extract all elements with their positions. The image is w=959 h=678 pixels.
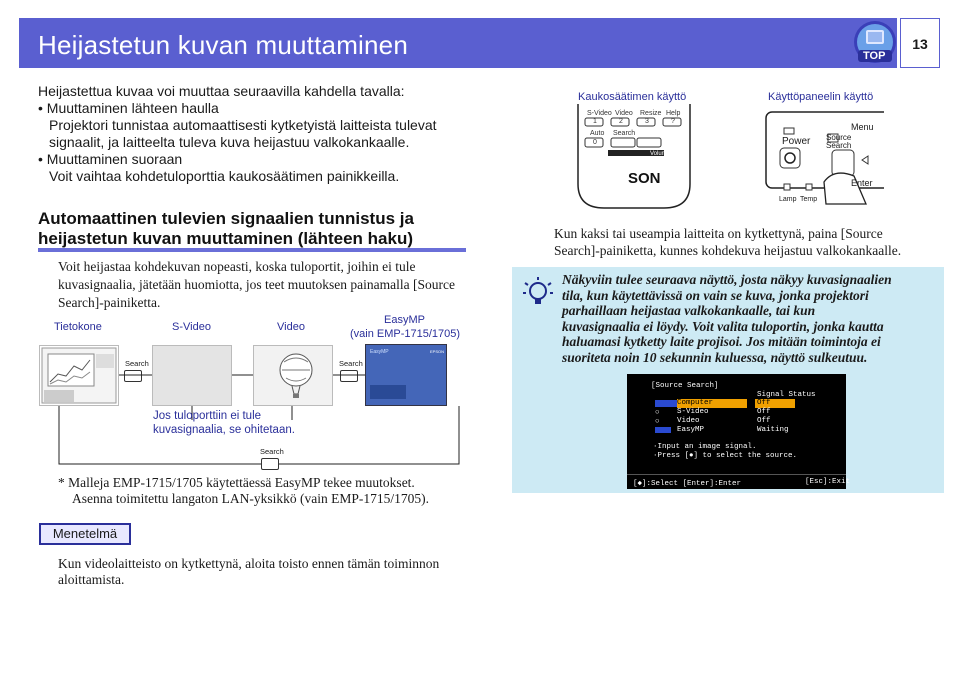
easymp-screen-title: EasyMP [370,349,389,355]
procedure-text-b: aloittamista. [58,572,125,587]
osd-row-status: Off [757,408,771,416]
osd-footer-exit: [Esc]:Exit [805,478,851,486]
tip-text [562,272,912,366]
easymp-screen-brand: EPSON [430,349,445,354]
skip-note-a: Jos tuloporttiin ei tule [153,410,262,422]
intro-bullet1-title: • Muuttaminen lähteen haulla [38,100,219,116]
top-button[interactable] [852,20,898,66]
remote-label-help: Help [666,110,681,117]
remote-caption: Kaukosäätimen käyttö [578,91,687,103]
video-icon: ○ [655,418,660,426]
remote-label-video: Video [615,110,633,117]
procedure-text-a: Kun videolaitteisto on kytkettynä, aloita toisto ennen tämän toiminnon [58,556,440,571]
page-title: Heijastetun kuvan muuttaminen [38,30,409,60]
remote-brand: SON [628,170,661,187]
lightbulb-icon [520,275,556,311]
osd-row-name[interactable]: Computer [677,399,714,407]
computer-icon [655,400,677,407]
remote-key-1[interactable]: 1 [593,118,597,125]
osd-hint1: ·Input an image signal. [653,443,757,451]
osd-col-header: Signal Status [757,391,816,399]
source-search-osd [627,374,851,489]
remote-label-search: Search [613,130,636,137]
tip-line: parhaillaan heijastaa valkokankaalle, tai kun [562,303,816,319]
section-desc-a: Voit heijastaa kohdekuvan nopeasti, koska tuloportit, joihin ei tule [58,259,416,274]
remote-key-help[interactable]: ? [671,118,675,125]
source-easymp-label-a: EasyMP [384,314,425,326]
diagram-search-label-1: Search [125,359,149,368]
osd-hint2: ·Press [●] to select the source. [653,452,798,460]
section-heading-b: heijastetun kuvan muuttaminen (lähteen haku) [38,229,414,248]
source-video-label: Video [277,321,305,333]
panel-temp-label: Temp [800,196,818,203]
section-desc-b: kuvasignaalia, jätetään huomiotta, jos teet muutoksen painamalla [Source [58,277,456,292]
panel-enter-label: Enter [851,178,873,188]
source-easymp-label-b: (vain EMP-1715/1705) [350,328,461,340]
remote-key-2[interactable]: 2 [619,118,623,125]
tip-line: Näkyviin tulee seuraava näyttö, josta näkyy kuvasignaalien [562,272,892,287]
tip-line: haluamasi kytketty laite projisoi. Jos mitään toimintoja ei [562,334,881,350]
panel-source-label-b: Search [826,141,852,150]
intro-bullet2-title: • Muuttaminen suoraan [38,151,183,167]
diagram-search-label-3: Search [260,447,284,456]
remote-illustration [574,104,694,210]
osd-row-name[interactable]: EasyMP [677,426,705,434]
osd-row-name[interactable]: Video [677,417,700,425]
top-label: TOP [863,50,886,62]
osd-row-status: Off [757,417,771,425]
page-number: 13 [900,18,940,68]
panel-source-label-a: Source [826,133,852,142]
diagram-search-button-3[interactable] [261,458,279,470]
section-underline [38,248,466,252]
osd-title: [Source Search] [651,382,719,390]
easymp-icon [655,427,671,433]
source-svideo-label: S-Video [172,321,211,333]
remote-key-0[interactable]: 0 [593,139,597,146]
intro-bullet2-text: Voit vaihtaa kohdetuloporttia kaukosäätimen painikkeilla. [49,168,400,184]
skip-note-b: kuvasignaalia, se ohitetaan. [153,424,295,436]
right-text-line1: Kun kaksi tai useampia laitteita on kytkettynä, paina [Source [554,226,883,241]
panel-lamp-label: Lamp [779,196,797,203]
remote-key-3[interactable]: 3 [645,118,649,125]
remote-label-auto: Auto [590,130,605,137]
procedure-label: Menetelmä [39,523,131,545]
intro-bullet1-text-a: Projektori tunnistaa automaattisesti kytketyistä laitteista tulevat [49,117,437,133]
osd-row-name[interactable]: S-Video [677,408,709,416]
remote-label-resize: Resize [640,110,662,117]
panel-menu-label: Menu [851,122,874,132]
diagram-flow-lines [39,340,479,470]
intro-bullet1-text-b: signaalit, ja laitteelta tuleva kuva heijastuu valkokankaalle. [49,134,410,150]
footnote-line2: Asenna toimitettu langaton LAN-yksikkö (vain EMP-1715/1705). [72,491,429,506]
section-heading-a: Automaattinen tulevien signaalien tunnistus ja [38,209,414,228]
svideo-icon: ○ [655,409,660,417]
remote-label-svideo: S-Video [587,110,612,117]
source-pc-label: Tietokone [54,321,102,333]
section-desc-c: Search]-painiketta. [58,295,161,310]
footnote-line1: * Malleja EMP-1715/1705 käytettäessä EasyMP tekee muutokset. [58,475,415,490]
diagram-search-label-2: Search [339,359,363,368]
panel-power-label: Power [782,136,811,147]
intro-line: Heijastettua kuvaa voi muuttaa seuraavilla kahdella tavalla: [38,83,405,99]
tip-line: tila, kun käytettävissä on vain se kuva, jonka projektori [562,287,869,303]
panel-caption: Käyttöpaneelin käyttö [768,91,874,103]
osd-footer-select: [◆]:Select [Enter]:Enter [633,480,742,488]
osd-row-status: Waiting [757,426,789,434]
remote-label-volume: Volume [650,151,671,157]
right-text-line2: Search]-painiketta, kunnes kohdekuva heijastuu valkokankaalle. [554,243,902,258]
tip-line: kuvasignaalia ei löydy. Voit valita tuloportin, jonka kautta [562,318,884,334]
tip-line: suoriteta noin 10 sekunnin kuluessa, näyttö sulkeutuu. [562,349,868,365]
osd-row-status: Off [757,399,771,407]
